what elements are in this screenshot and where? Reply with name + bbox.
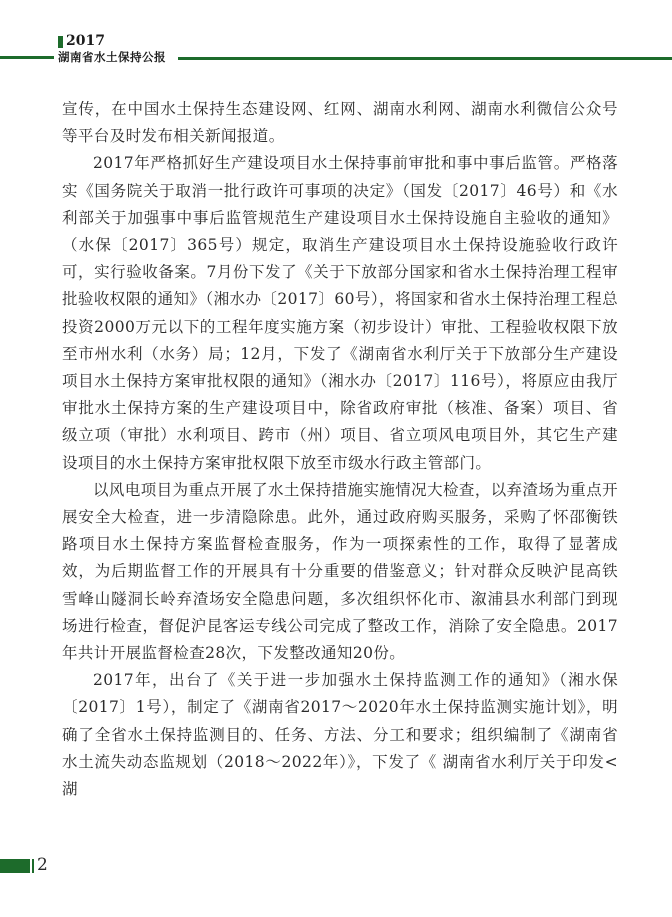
header-title: 湖南省水土保持公报 [58,50,166,64]
header-rule-right [178,57,672,60]
page-number: 2 [37,855,48,875]
paragraph: 以风电项目为重点开展了水土保持措施实施情况大检查，以弃渣场为重点开展安全大检查，进一步清隐除患。此外，通过政府购买服务，采购了怀邵衡铁路项目水土保持方案监督检查服务，作为一项探索性的工作，取得了显著成效，为后期监督工作的开展具有十分重要的借鉴意义；针对群众反映沪昆高铁雪峰山隧洞长岭弃渣场安全隐患问题，多次组织怀化市、溆浦县水利部门到现场进行检查，督促沪昆客运专线公司完成了整改工作，消除了安全隐患。2017年共计开展监督检查28次，下发整改通知20份。 [62,480,618,663]
body-text [62,96,618,803]
header-rule-left [0,56,54,59]
footer-separator [32,859,34,873]
page-header [0,0,672,70]
paragraph: 2017年严格抓好生产建设项目水土保持事前审批和事中事后监管。严格落实《国务院关于取消一批行政许可事项的决定》（国发〔2017〕46号）和《水利部关于加强事中事后监管规范生产建设项目水土保持设施自主验收的通知》（水保〔2017〕365号）规定，取消生产建设项目水土保持设施验收行政许可，实行验收备案。7月份下发了《关于下放部分国家和省水土保持治理工程审批验收权限的通知》（湘水办〔2017〕60号），将国家和省水土保持治理工程总投资2000万元以下的工程年度实施方案（初步设计）审批、工程验收权限下放至市州水利（水务）局；12月，下发了《湖南省水利厅关于下放部分生产建设项目水土保持方案审批权限的通知》（湘水办〔2017〕116号），将原应由我厅审批水土保持方案的生产建设项目中，除省政府审批（核准、备案）项目、省级立项（审批）水利项目、跨市（州）项目、省立项风电项目外，其它生产建设项目的水土保持方案审批权限下放至市级水行政主管部门。 [62,154,618,472]
paragraph: 宣传，在中国水土保持生态建设网、红网、湖南水利网、湖南水利微信公众号等平台及时发布相关新闻报道。 [62,100,618,146]
header-year: 2017 [66,33,105,49]
footer-accent-bar [0,859,30,873]
header-accent-mark [58,36,63,48]
paragraph: 2017年，出台了《关于进一步加强水土保持监测工作的通知》（湘水保〔2017〕1号），制定了《湖南省2017～2020年水土保持监测实施计划》，明确了全省水土保持监测目的、任务、方法、分工和要求；组织编制了《湖南省水土流失动态监规划（2018～2022年）》，下发了《 湖南省水利厅关于印发<湖 [62,671,618,799]
